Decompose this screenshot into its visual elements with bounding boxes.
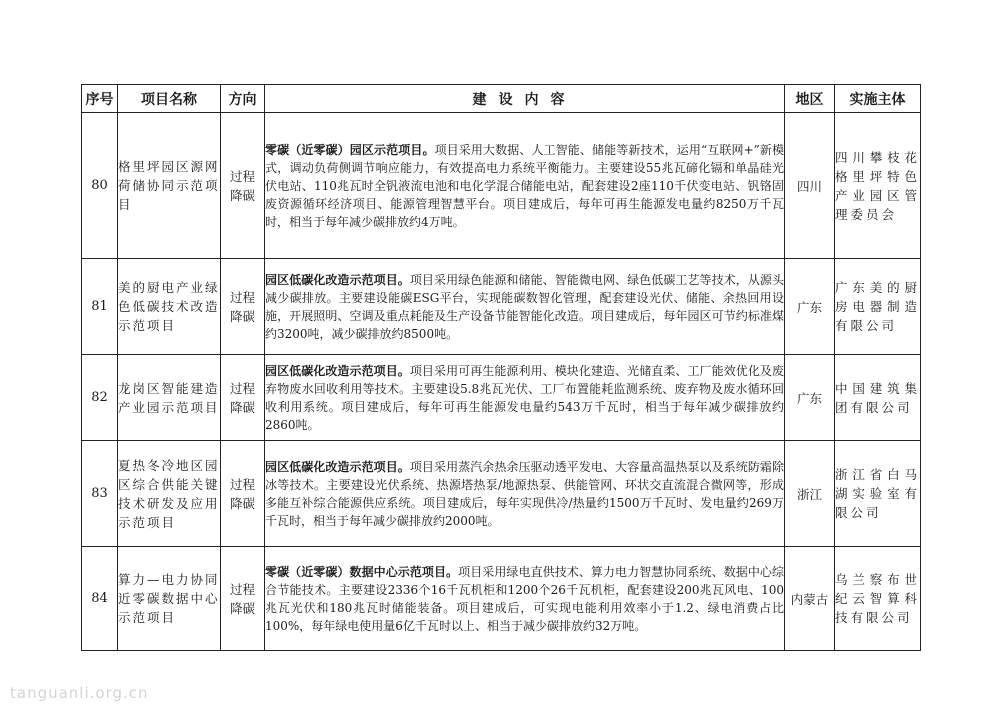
row-direction <box>221 113 265 259</box>
row-implementer: 广东美的厨房电器制造有限公司 <box>835 259 921 355</box>
row-project-name: 格里坪园区源网荷储协同示范项目 <box>118 113 221 259</box>
projects-table <box>81 84 921 651</box>
table-row <box>82 441 921 547</box>
row-direction <box>221 259 265 355</box>
row-content-body: 项目采用绿色能源和储能、智能微电网、绿色低碳工艺等技术，从源头减少碳排放。主要建设能碳ESG平台，实现能碳数智化管理，配套建设光伏、储能、余热回用设施，开展照明、空调及重点耗能及生产设备节能智能化改造。项目建成后，每年园区可节约标准煤约3200吨，减少碳排放约8500吨。 <box>265 272 784 341</box>
watermark: tanguanli.org.cn <box>10 684 149 702</box>
row-content <box>265 355 785 441</box>
row-direction-text: 过程降碳 <box>229 289 255 324</box>
row-content-body: 项目采用蒸汽余热余压驱动透平发电、大容量高温热泵以及系统防霜除冰等技术。主要建设光伏系统、热源塔热泵/地源热泵、供能管网、环状交直流混合微网等，形成多能互补综合能源供应系统。项目建成后，每年实现供冷/热量约1500万千瓦时、发电量约269万千瓦时，相当于每年减少碳排放约2000吨。 <box>265 459 784 528</box>
row-direction <box>221 547 265 651</box>
row-direction-text: 过程降碳 <box>229 581 255 616</box>
row-content-body: 项目采用绿电直供技术、算力电力智慧协同系统、数据中心综合节能技术。主要建设2336个16千瓦机柜和1200个26千瓦机柜，配套建设200兆瓦风电、100兆瓦光伏和180兆瓦时储能装备。项目建成后，可实现电能利用效率小于1.2、绿电消费占比100%，每年绿电使用量6亿千瓦时以上、相当于减少碳排放约32万吨。 <box>265 564 784 633</box>
row-project-name: 夏热冬冷地区园区综合供能关键技术研发及应用示范项目 <box>118 441 221 547</box>
row-seq: 83 <box>82 441 118 547</box>
row-content-title: 零碳（近零碳）数据中心示范项目。 <box>265 564 459 579</box>
table-row <box>82 259 921 355</box>
row-seq: 84 <box>82 547 118 651</box>
row-direction-text: 过程降碳 <box>229 380 255 415</box>
header-implementer: 实施主体 <box>835 85 921 113</box>
header-seq: 序号 <box>82 85 118 113</box>
row-implementer: 乌兰察布世纪云智算科技有限公司 <box>835 547 921 651</box>
row-seq: 80 <box>82 113 118 259</box>
row-seq: 82 <box>82 355 118 441</box>
row-region: 广东 <box>785 259 835 355</box>
row-region: 浙江 <box>785 441 835 547</box>
row-content-body: 项目采用大数据、人工智能、储能等新技术，运用“互联网+”新模式，调动负荷侧调节响应能力，有效提高电力系统平衡能力。主要建设55兆瓦碲化镉和单晶硅光伏电站、110兆瓦时全钒液流电池和电化学混合储能电站，配套建设2座110千伏变电站、钒铬固废资源循环经济项目、能源管理智慧平台。项目建成后，每年可再生能源发电量约8250万千瓦时，相当于每年减少碳排放约4万吨。 <box>265 142 784 229</box>
header-direction: 方向 <box>221 85 265 113</box>
row-direction-text: 过程降碳 <box>229 476 255 511</box>
row-project-name: 美的厨电产业绿色低碳技术改造示范项目 <box>118 259 221 355</box>
row-direction <box>221 441 265 547</box>
row-project-name: 龙岗区智能建造产业园示范项目 <box>118 355 221 441</box>
row-direction-text: 过程降碳 <box>229 168 255 203</box>
row-implementer: 浙江省白马湖实验室有限公司 <box>835 441 921 547</box>
header-content: 建设内容 <box>265 85 785 113</box>
row-content-title: 园区低碳化改造示范项目。 <box>265 363 410 378</box>
row-content <box>265 441 785 547</box>
row-region: 四川 <box>785 113 835 259</box>
row-region: 内蒙古 <box>785 547 835 651</box>
row-content <box>265 113 785 259</box>
row-project-name: 算力—电力协同近零碳数据中心示范项目 <box>118 547 221 651</box>
row-content <box>265 259 785 355</box>
row-direction <box>221 355 265 441</box>
row-content <box>265 547 785 651</box>
row-content-title: 园区低碳化改造示范项目。 <box>265 459 410 474</box>
table-header-row <box>82 85 921 113</box>
table-row <box>82 113 921 259</box>
row-content-body: 项目采用可再生能源利用、模块化建造、光储直柔、工厂能效优化及废弃物废水回收利用等技术。主要建设5.8兆瓦光伏、工厂布置能耗监测系统、废弃物及废水循环回收利用系统。项目建成后，每年可再生能源发电量约543万千瓦时，相当于每年减少碳排放约2860吨。 <box>265 363 784 432</box>
row-implementer: 中国建筑集团有限公司 <box>835 355 921 441</box>
header-region: 地区 <box>785 85 835 113</box>
row-implementer: 四川攀枝花格里坪特色产业园区管理委员会 <box>835 113 921 259</box>
row-seq: 81 <box>82 259 118 355</box>
row-content-title: 园区低碳化改造示范项目。 <box>265 272 410 287</box>
row-content-title: 零碳（近零碳）园区示范项目。 <box>265 142 435 157</box>
table-row <box>82 355 921 441</box>
row-region: 广东 <box>785 355 835 441</box>
table-row <box>82 547 921 651</box>
header-project-name: 项目名称 <box>118 85 221 113</box>
